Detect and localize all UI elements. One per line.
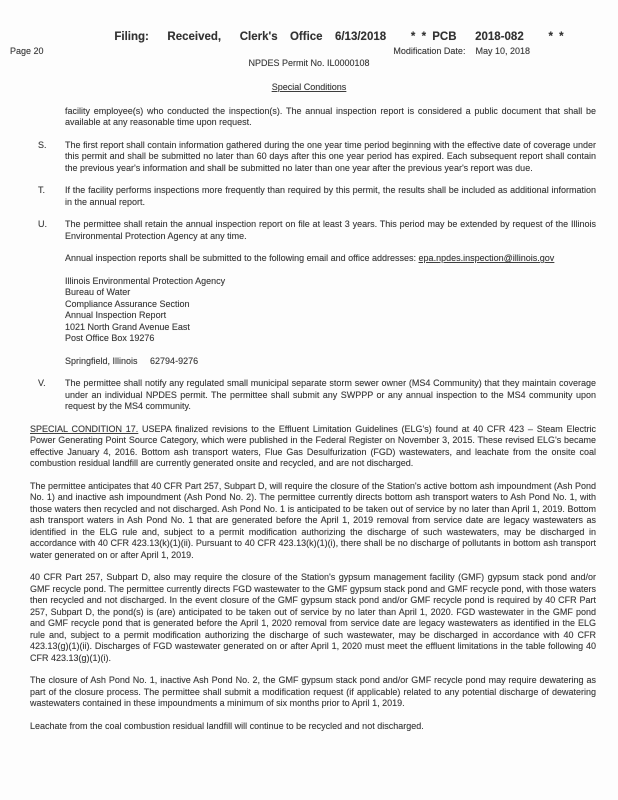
- submission-instructions: [30, 253, 596, 265]
- special-condition-17-intro: [30, 424, 596, 470]
- condition-item-u: [30, 219, 596, 242]
- section-title: Special Conditions: [271, 82, 347, 92]
- permit-number-line: NPDES Permit No. IL0000108: [248, 57, 370, 68]
- address-line: Post Office Box 19276: [65, 333, 155, 343]
- modification-date-value: May 10, 2018: [475, 46, 530, 56]
- paragraph-continuation: facility employee(s) who conducted the inspection(s). The annual inspection report is considered a public document that shall be available at any reasonable time upon request.: [65, 105, 596, 127]
- item-letter: S.: [38, 139, 47, 150]
- special-condition-paragraph: 40 CFR Part 257, Subpart D, also may require the closure of the Station's gypsum management facility (GMF) gypsum stack pond and/or GMF recycle pond. The permittee currently directs FGD wastewater to the GMF gypsum stack pond and GMF recycle pond, with those waters then recycled and not discharged. In the event closure of the GMF gypsum stack pond and/or GMF recycle pond is required by 40 CFR Part 257, Subpart D, the pond(s) is (are) anticipated to be taken out of service by no later than April 1, 2020. FGD wastewater in the GMF pond and GMF recycle pond that is generated before the April 1, 2020 removal from service date are legacy wastewaters as identified in the ELG rule and, subject to a permit modification authorizing the discharge of such wastewater, may be discharged in accordance with 40 CFR 423.13(g)(1)(ii). Discharges of FGD wastewater generated on or after April 1, 2020 must meet the effluent limitations in the table following 40 CFR 423.13(g)(1)(i).: [30, 572, 596, 663]
- item-text: If the facility performs inspections more frequently than required by this permit, the results shall be included as additional information in the annual report.: [65, 185, 596, 207]
- modification-date: [393, 46, 530, 58]
- email-address: epa.npdes.inspection@illinois.gov: [418, 253, 555, 263]
- special-condition-paragraph: Leachate from the coal combustion residual landfill will continue to be recycled and not discharged.: [30, 720, 424, 731]
- address-line: Annual Inspection Report: [65, 310, 167, 320]
- condition-item-v: [30, 378, 596, 413]
- agency-address-block: [30, 276, 596, 345]
- submission-text: Annual inspection reports shall be submitted to the following email and office addresses:: [65, 253, 419, 263]
- special-condition-paragraph: The closure of Ash Pond No. 1, inactive Ash Pond No. 2, the GMF gypsum stack pond and/or GMF recycle pond may require dewatering as part of the closure process. The permittee shall submit a modification request (if applicable) related to any potential discharge of dewatering wastewaters contained in these impoundments a minimum of six months prior to April 1, 2019.: [30, 675, 596, 708]
- condition-item-t: [30, 185, 596, 208]
- filing-stamp: Filing: Received, Clerk's Office 6/13/2018 * * PCB 2018-082 * *: [114, 31, 564, 43]
- address-line: 1021 North Grand Avenue East: [65, 321, 190, 332]
- special-condition-paragraph: The permittee anticipates that 40 CFR Part 257, Subpart D, will require the closure of the Station's active bottom ash impoundment (Ash Pond No. 1) and inactive ash impoundment (Ash Pond No. 2). The permittee currently directs bottom ash transport waters to Ash Pond No. 1, with those waters then recycled and not discharged. Ash Pond No. 1 is anticipated to be taken out of service by no later than April 1, 2019. Bottom ash transport waters in Ash Pond No. 1 that are generated before the April 1, 2019 removal from service date are legacy wastewaters as identified in the ELG rule and, subject to a permit modification authorizing the discharge of such wastewaters, may be discharged in accordance with 40 CFR 423.13(k)(1)(ii). Pursuant to 40 CFR 423.13(k)(1)(i), there shall be no discharge of pollutants in bottom ash transport water generated on or after April 1, 2019.: [30, 480, 596, 560]
- item-letter: V.: [38, 378, 46, 388]
- page-number: Page 20: [10, 46, 44, 56]
- address-line: Compliance Assurance Section: [65, 298, 190, 309]
- special-condition-intro-text: USEPA finalized revisions to the Effluent Limitation Guidelines (ELG's) found at 40 CFR 423 – Steam Electric Power Generating Point Source Category, which were published in the Federal Register on November 3, 2015. These revised ELG's became effective January 4, 2016. Bottom ash transport waters, Flue Gas Desulfurization (FGD) wastewaters, and leachate from the onsite coal combustion residual landfill are currently generated onsite and recycled, and are not discharged.: [30, 423, 596, 468]
- special-condition-heading: SPECIAL CONDITION 17.: [30, 423, 139, 434]
- item-letter: U.: [38, 219, 47, 229]
- item-letter: T.: [38, 185, 46, 195]
- document-body: [0, 106, 618, 733]
- address-line: Illinois Environmental Protection Agency: [65, 275, 226, 286]
- item-text: The permittee shall retain the annual inspection report on file at least 3 years. This period may be extended by request of the Illinois Environmental Protection Agency at any time.: [65, 219, 596, 241]
- address-line: Bureau of Water: [65, 287, 131, 297]
- modification-date-label: Modification Date:: [393, 46, 466, 56]
- item-text: The permittee shall notify any regulated small municipal separate storm sewer owner (MS4 Community) that they maintain coverage under an individual NPDES permit. The permittee shall submit any SWPPP or any annual inspection to the MS4 community upon request by the MS4 community.: [65, 378, 596, 411]
- condition-item-s: [30, 140, 596, 175]
- item-text: The first report shall contain information gathered during the one year time period beginning with the effective date of coverage under this permit and shall be submitted no later than 60 days after this one year period has expired. Each subsequent report shall contain the previous year's information and shall be submitted no later than one year after the previous year's report was due.: [65, 139, 596, 173]
- meta-row: [0, 46, 618, 58]
- address-city-line: Springfield, Illinois 62794-9276: [65, 355, 199, 366]
